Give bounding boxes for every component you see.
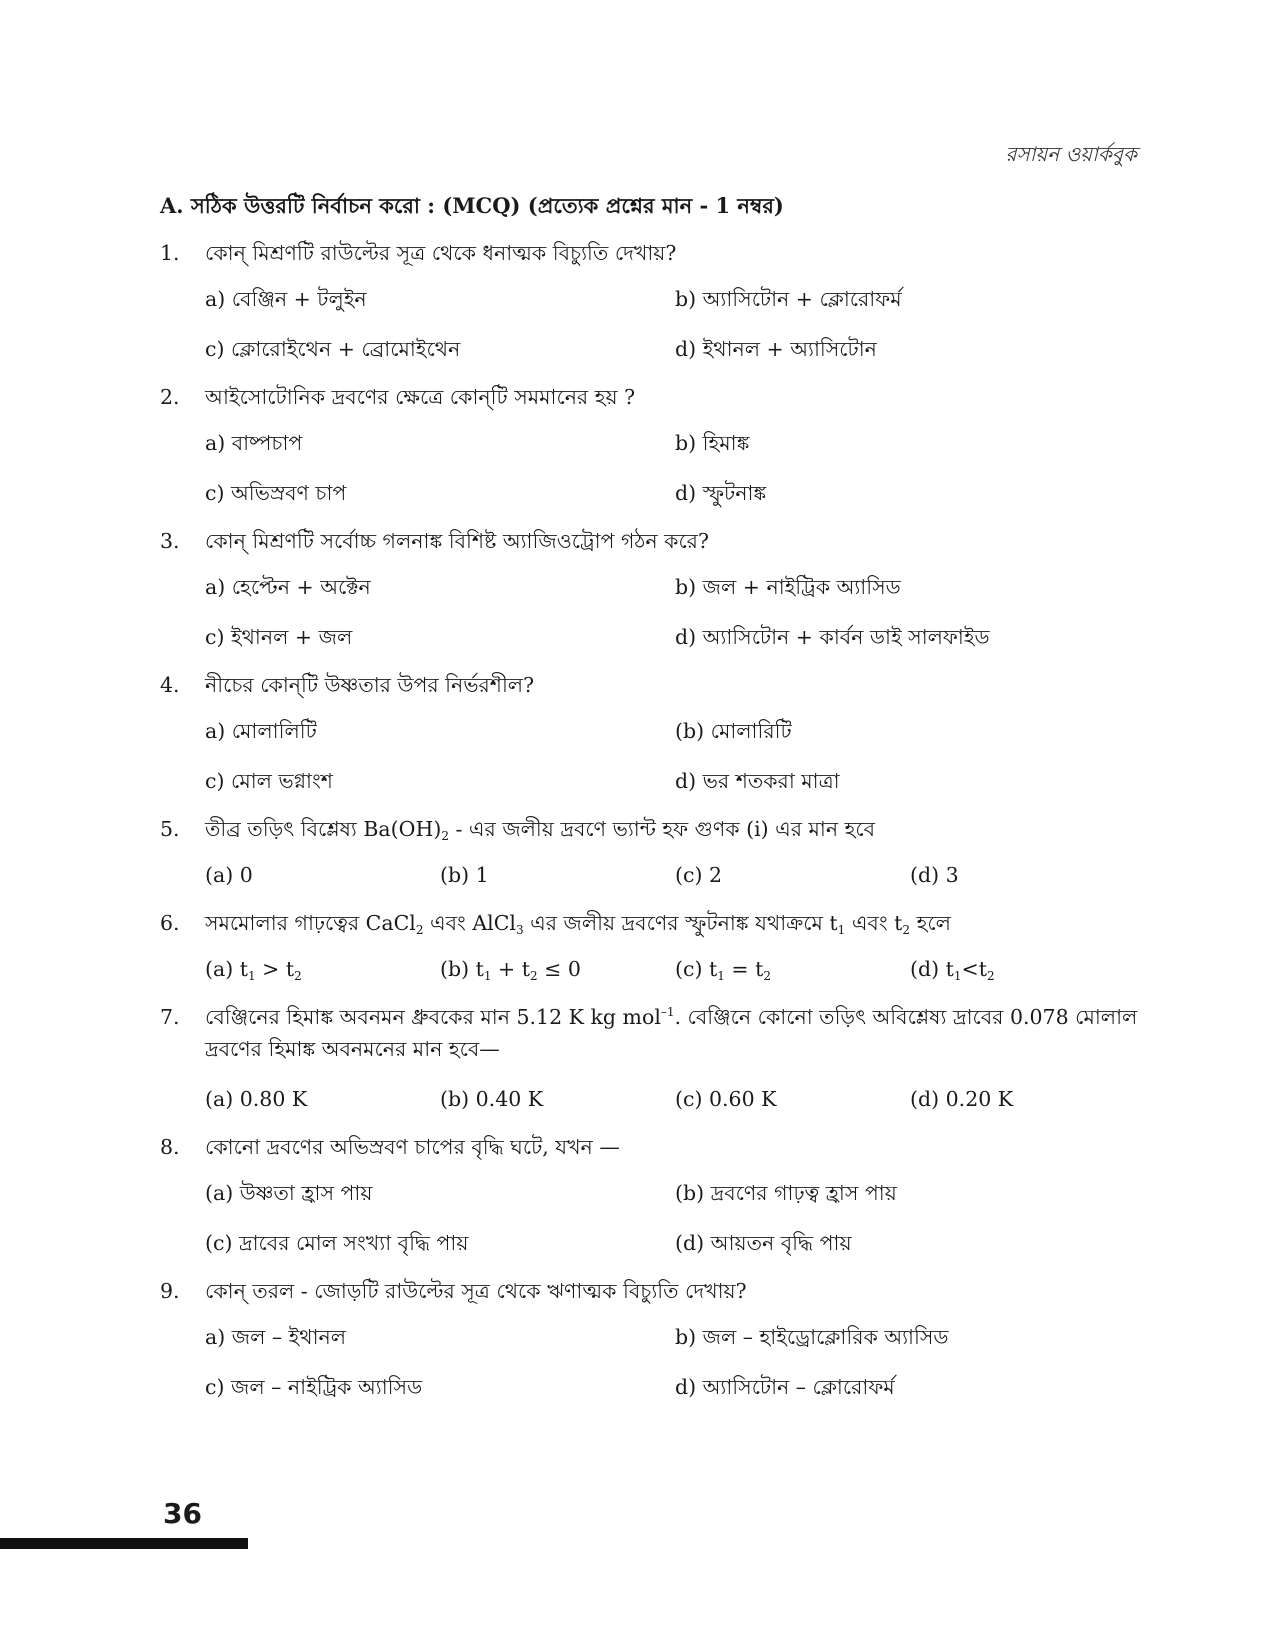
option-b: b) হিমাঙ্ক [675,431,750,455]
question-text: তীব্র তড়িৎ বিশ্লেষ্য $Ba(OH)_2$ - এর জলীয় দ্রবণে ভ্যান্ট হফ গুণক (i) এর মান হবে [205,817,876,843]
footer-rule [0,1538,248,1549]
question-number: 9. [160,1279,180,1303]
question-2 [160,384,1150,530]
question-9 [160,1278,1150,1424]
question-number: 8. [160,1135,180,1159]
option-b: b) জল – হাইড্রোক্লোরিক অ্যাসিড [675,1325,949,1349]
option-b: (b) 0.40 K [440,1087,544,1111]
option-d: (d) 3 [910,863,959,887]
option-c: (c) দ্রাবের মোল সংখ্যা বৃদ্ধি পায় [205,1231,469,1255]
option-d: d) স্ফুটনাঙ্ক [675,481,767,505]
question-text-continued: দ্রবণের হিমাঙ্ক অবনমনের মান হবে— [205,1037,500,1061]
question-1 [160,240,1150,386]
option-b: (b) দ্রবণের গাঢ়ত্ব হ্রাস পায় [675,1181,897,1205]
question-text: কোন্ মিশ্রণটি সর্বোচ্চ গলনাঙ্ক বিশিষ্ট অ্যাজিওট্রোপ গঠন করে? [205,529,709,553]
option-d: (d) আয়তন বৃদ্ধি পায় [675,1231,852,1255]
option-b: (b) মোলারিটি [675,719,792,743]
option-d: d) অ্যাসিটোন + কার্বন ডাই সালফাইড [675,625,990,649]
option-d: d) ভর শতকরা মাত্রা [675,769,840,793]
question-5 [160,816,1150,912]
option-d: d) অ্যাসিটোন – ক্লোরোফর্ম [675,1375,895,1399]
section-title: A. সঠিক উত্তরটি নির্বাচন করো : (MCQ) (প্রত্যেক প্রশ্নের মান - 1 নম্বর) [160,193,784,218]
option-c: (c) $t_1 = t_2$ [675,957,771,983]
page-number: 36 [163,1497,202,1530]
option-c: c) অভিস্রবণ চাপ [205,481,347,505]
option-list [160,956,1150,1006]
option-list [160,1324,1150,1424]
question-text: নীচের কোন্‌টি উষ্ণতার উপর নির্ভরশীল? [205,673,535,697]
option-list [160,430,1150,530]
question-6 [160,910,1150,1006]
running-head: রসায়ন ওয়ার্কবুক [1005,142,1137,166]
question-8 [160,1134,1150,1280]
option-a: (a) $t_1 > t_2$ [205,957,302,983]
option-b: b) জল + নাইট্রিক অ্যাসিড [675,575,901,599]
option-a: a) হেপ্টেন + অক্টেন [205,575,371,599]
option-list [160,286,1150,386]
option-a: (a) উষ্ণতা হ্রাস পায় [205,1181,373,1205]
question-text: বেঞ্জিনের হিমাঙ্ক অবনমন ধ্রুবকের মান 5.12 K kg mol$^{-1}$. বেঞ্জিনে কোনো তড়িৎ অবিশ্লেষ্য দ্রাবের 0.078 মোলাল [205,1005,1138,1029]
question-number: 6. [160,911,180,935]
option-c: (c) 0.60 K [675,1087,777,1111]
option-b: (b) $t_1 + t_2 \le 0$ [440,957,581,983]
question-list [160,240,1150,1424]
question-4 [160,672,1150,818]
option-c: c) জল – নাইট্রিক অ্যাসিড [205,1375,423,1399]
option-list [160,1180,1150,1280]
option-c: (c) 2 [675,863,723,887]
option-b: (b) 1 [440,863,489,887]
option-c: c) ইথানল + জল [205,625,353,649]
option-d: (d) 0.20 K [910,1087,1014,1111]
option-b: b) অ্যাসিটোন + ক্লোরোফর্ম [675,287,902,311]
option-d: d) ইথানল + অ্যাসিটোন [675,337,877,361]
question-3 [160,528,1150,674]
question-text: আইসোটোনিক দ্রবণের ক্ষেত্রে কোন্‌টি সমমানের হয় ? [205,385,636,409]
question-text: কোন্ মিশ্রণটি রাউল্টের সূত্র থেকে ধনাত্মক বিচ্যুতি দেখায়? [205,241,677,265]
option-a: a) বেঞ্জিন + টলুইন [205,287,367,311]
question-number: 3. [160,529,180,553]
option-list [160,862,1150,912]
option-d: (d) $t_1<t_2$ [910,957,995,983]
option-a: (a) 0 [205,863,253,887]
option-list [160,1086,1150,1136]
question-number: 4. [160,673,180,697]
question-7 [160,1004,1150,1136]
question-text: সমমোলার গাঢ়ত্বের CaCl$_2$ এবং AlCl$_3$ এর জলীয় দ্রবণের স্ফুটনাঙ্ক যথাক্রমে $t_1$ এবং $t_2$ হলে [205,911,951,937]
question-text: কোনো দ্রবণের অভিস্রবণ চাপের বৃদ্ধি ঘটে, যখন — [205,1135,620,1159]
question-text: কোন্ তরল - জোড়টি রাউল্টের সূত্র থেকে ঋণাত্মক বিচ্যুতি দেখায়? [205,1279,747,1303]
question-number: 5. [160,817,180,841]
option-a: a) জল – ইথানল [205,1325,347,1349]
option-c: c) মোল ভগ্নাংশ [205,769,333,793]
question-number: 1. [160,241,180,265]
question-number: 7. [160,1005,180,1029]
option-a: a) মোলালিটি [205,719,317,743]
question-number: 2. [160,385,180,409]
option-c: c) ক্লোরোইথেন + ব্রোমোইথেন [205,337,461,361]
option-list [160,718,1150,818]
option-list [160,574,1150,674]
option-a: (a) 0.80 K [205,1087,308,1111]
option-a: a) বাষ্পচাপ [205,431,303,455]
